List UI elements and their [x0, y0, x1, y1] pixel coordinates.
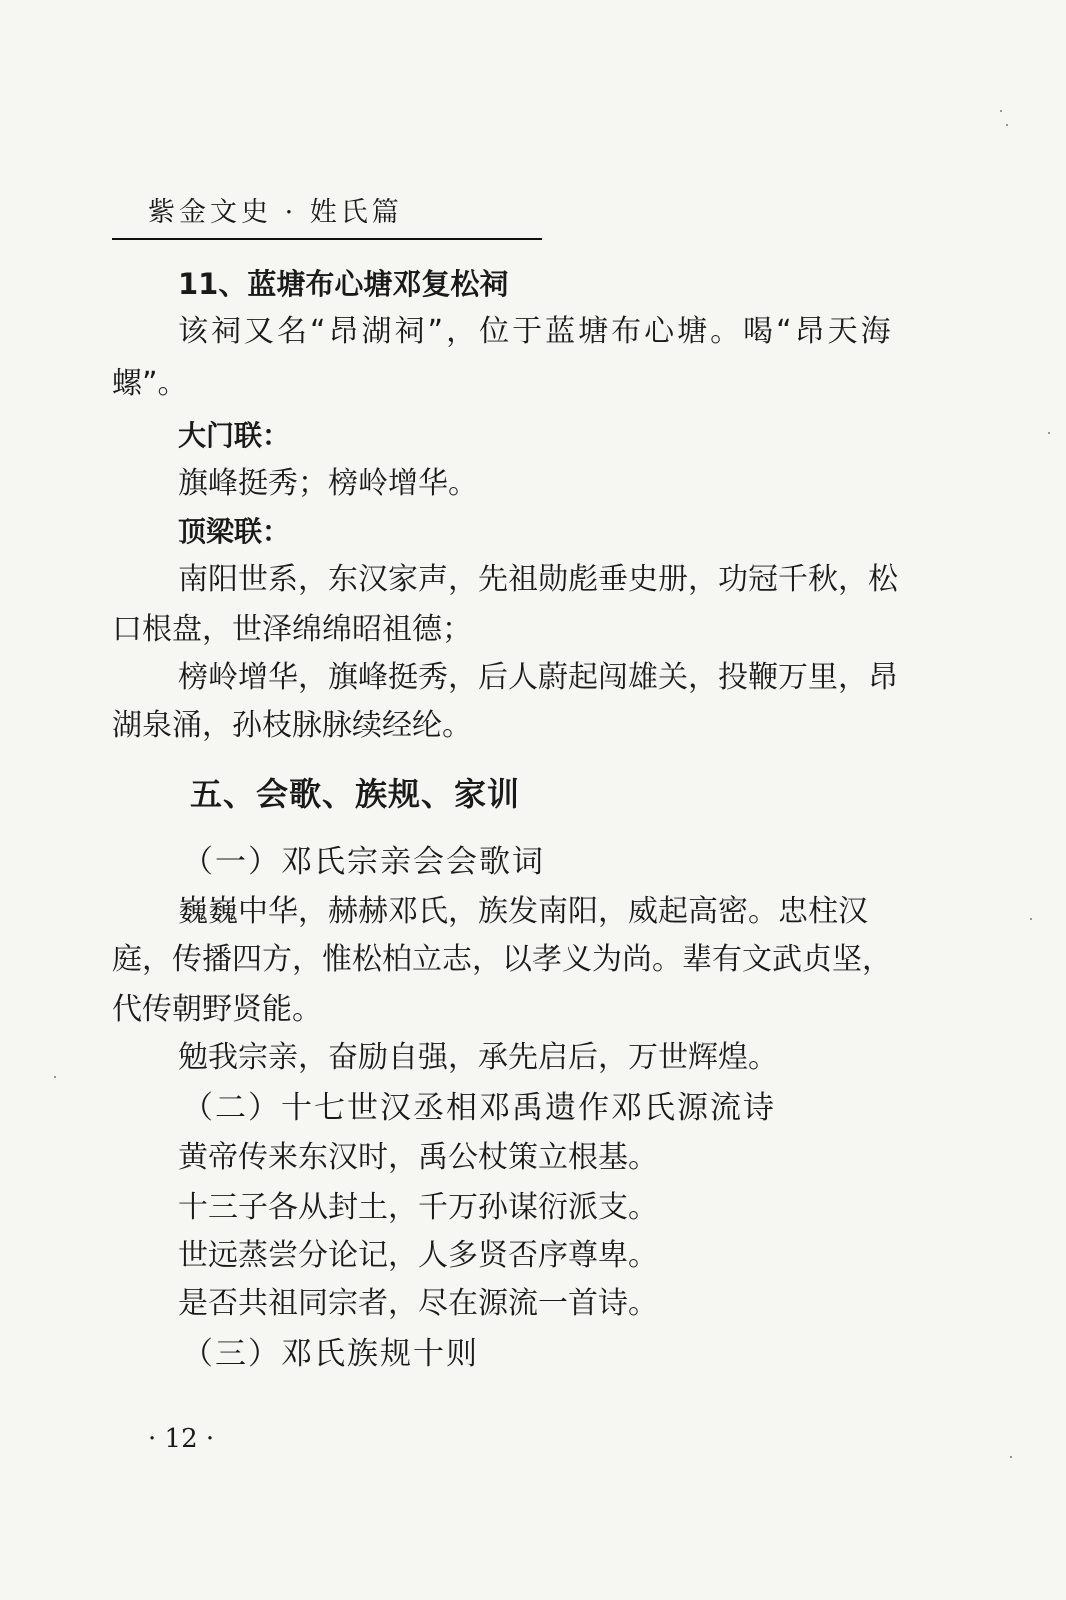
couplet-label: 大门联： [178, 419, 291, 452]
scan-speck [1010, 1456, 1012, 1458]
poem-line: 十三子各从封土，千万孙谋衍派支。 [178, 1190, 658, 1225]
scan-speck [1030, 918, 1032, 920]
song-line: 勉我宗亲，奋励自强，承先启后，万世辉煌。 [178, 1040, 778, 1075]
chapter-heading: 五、会歌、族规、家训 [190, 775, 521, 813]
scan-speck [1006, 124, 1008, 126]
scan-speck [1000, 110, 1002, 112]
scan-speck [1048, 432, 1050, 434]
header-rule [112, 238, 542, 240]
song-line: 巍巍中华，赫赫邓氏，族发南阳，威起高密。忠柱汉 [178, 894, 868, 929]
subsection-heading: （一）邓氏宗亲会会歌词 [182, 844, 545, 880]
couplet-text: 南阳世系，东汉家声，先祖勋彪垂史册，功冠千秋，松 [178, 562, 898, 597]
couplet-label: 顶梁联： [178, 515, 291, 548]
couplet-text: 旗峰挺秀；榜岭增华。 [178, 466, 478, 501]
poem-line: 是否共祖同宗者，尽在源流一首诗。 [178, 1286, 658, 1321]
couplet-text: 湖泉涌，孙枝脉脉续经纶。 [112, 708, 472, 743]
poem-line: 世远蒸尝分论记，人多贤否序尊卑。 [178, 1238, 658, 1273]
couplet-text: 榜岭增华，旗峰挺秀，后人蔚起闯雄关，投鞭万里，昂 [178, 660, 898, 695]
poem-line: 黄帝传来东汉时，禹公杖策立根基。 [178, 1140, 658, 1175]
couplet-text: 口根盘，世泽绵绵昭祖德； [112, 612, 472, 647]
song-line: 代传朝野贤能。 [112, 992, 322, 1027]
page-number: · 12 · [148, 1424, 215, 1454]
subsection-heading: （三）邓氏族规十则 [182, 1336, 479, 1372]
paragraph-line: 螺”。 [112, 366, 188, 401]
section-heading: 11、蓝塘布心塘邓复松祠 [178, 267, 509, 301]
running-head: 紫金文史 · 姓氏篇 [148, 197, 403, 228]
song-line: 庭，传播四方，惟松柏立志，以孝义为尚。辈有文武贞坚， [112, 942, 892, 977]
subsection-heading: （二）十七世汉丞相邓禹遗作邓氏源流诗 [182, 1090, 776, 1126]
scan-speck [54, 1076, 56, 1078]
paragraph-line: 该祠又名“昂湖祠”，位于蓝塘布心塘。喝“昂天海 [178, 314, 894, 349]
